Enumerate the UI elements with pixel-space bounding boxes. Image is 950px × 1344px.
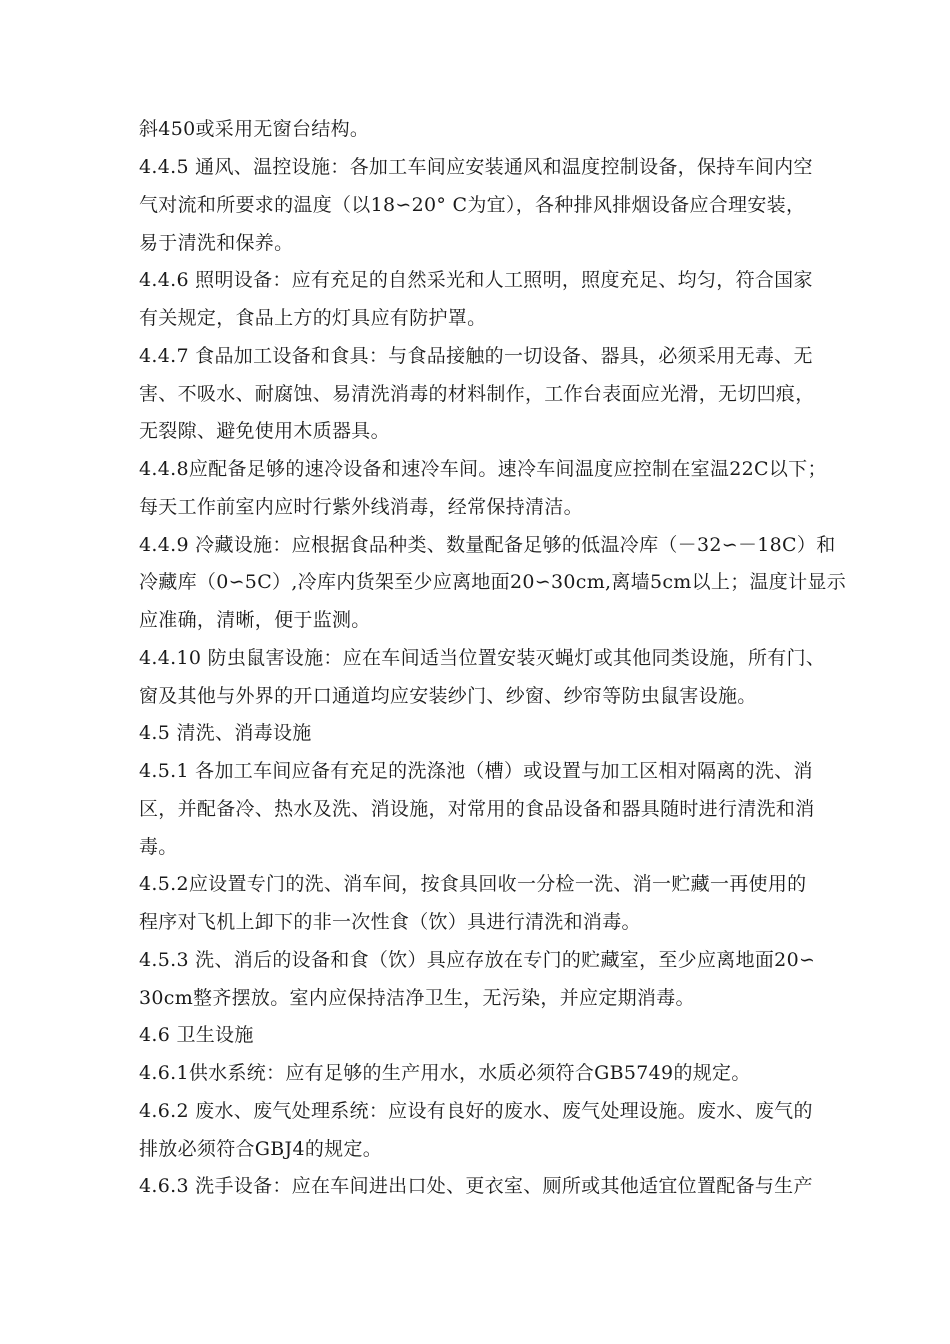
- text-line: 4.5.1 各加工车间应备有充足的洗涤池（槽）或设置与加工区相对隔离的洗、消: [139, 760, 813, 782]
- text-line: 排放必须符合GBJ4的规定。: [139, 1138, 383, 1160]
- section-heading: 4.6 卫生设施: [139, 1024, 254, 1046]
- text-line: 易于清洗和保养。: [139, 232, 294, 254]
- text-line: 4.4.9 冷藏设施：应根据食品种类、数量配备足够的低温冷库（－32∽－18C）和: [139, 534, 836, 556]
- text-line: 程序对飞机上卸下的非一次性食（饮）具进行清洗和消毒。: [139, 911, 641, 933]
- text-line: 30cm整齐摆放。室内应保持洁净卫生，无污染，并应定期消毒。: [139, 987, 695, 1009]
- text-line: 每天工作前室内应时行紫外线消毒，经常保持清洁。: [139, 496, 583, 518]
- text-line: 害、不吸水、耐腐蚀、易清洗消毒的材料制作，工作台表面应光滑，无切凹痕，: [139, 383, 815, 405]
- text-line: 4.5.3 洗、消后的设备和食（饮）具应存放在专门的贮藏室，至少应离地面20∽: [139, 949, 816, 971]
- text-line: 气对流和所要求的温度（以18∽20° C为宜），各种排风排烟设备应合理安装，: [139, 194, 806, 216]
- text-line: 4.6.1供水系统：应有足够的生产用水，水质必须符合GB5749的规定。: [139, 1062, 751, 1084]
- text-line: 区，并配备冷、热水及洗、消设施，对常用的食品设备和器具随时进行清洗和消: [139, 798, 815, 820]
- text-line: 毒。: [139, 836, 178, 858]
- text-line: 4.4.6 照明设备：应有充足的自然采光和人工照明，照度充足、均匀，符合国家: [139, 269, 813, 291]
- text-line: 4.4.8应配备足够的速冷设备和速冷车间。速冷车间温度应控制在室温22C以下；: [139, 458, 827, 480]
- text-line: 4.6.2 废水、废气处理系统：应设有良好的废水、废气处理设施。废水、废气的: [139, 1100, 813, 1122]
- text-line: 有关规定，食品上方的灯具应有防护罩。: [139, 307, 487, 329]
- text-line: 4.4.7 食品加工设备和食具：与食品接触的一切设备、器具，必须采用无毒、无: [139, 345, 813, 367]
- text-line: 应准确，清晰，便于监测。: [139, 609, 371, 631]
- text-line: 冷藏库（0∽5C）,冷库内货架至少应离地面20∽30cm,离墙5cm以上；温度计显示: [139, 571, 846, 593]
- text-line: 斜450或采用无窗台结构。: [139, 118, 370, 140]
- text-line: 4.4.5 通风、温控设施：各加工车间应安装通风和温度控制设备，保持车间内空: [139, 156, 813, 178]
- text-line: 窗及其他与外界的开口通道均应安装纱门、纱窗、纱帘等防虫鼠害设施。: [139, 685, 757, 707]
- section-heading: 4.5 清洗、消毒设施: [139, 722, 312, 744]
- text-line: 无裂隙、避免使用木质器具。: [139, 420, 390, 442]
- text-line: 4.5.2应设置专门的洗、消车间，按食具回收一分检一洗、消一贮藏一再使用的: [139, 873, 807, 895]
- text-line: 4.6.3 洗手设备：应在车间进出口处、更衣室、厕所或其他适宜位置配备与生产: [139, 1175, 813, 1197]
- text-line: 4.4.10 防虫鼠害设施：应在车间适当位置安装灭蝇灯或其他同类设施，所有门、: [139, 647, 826, 669]
